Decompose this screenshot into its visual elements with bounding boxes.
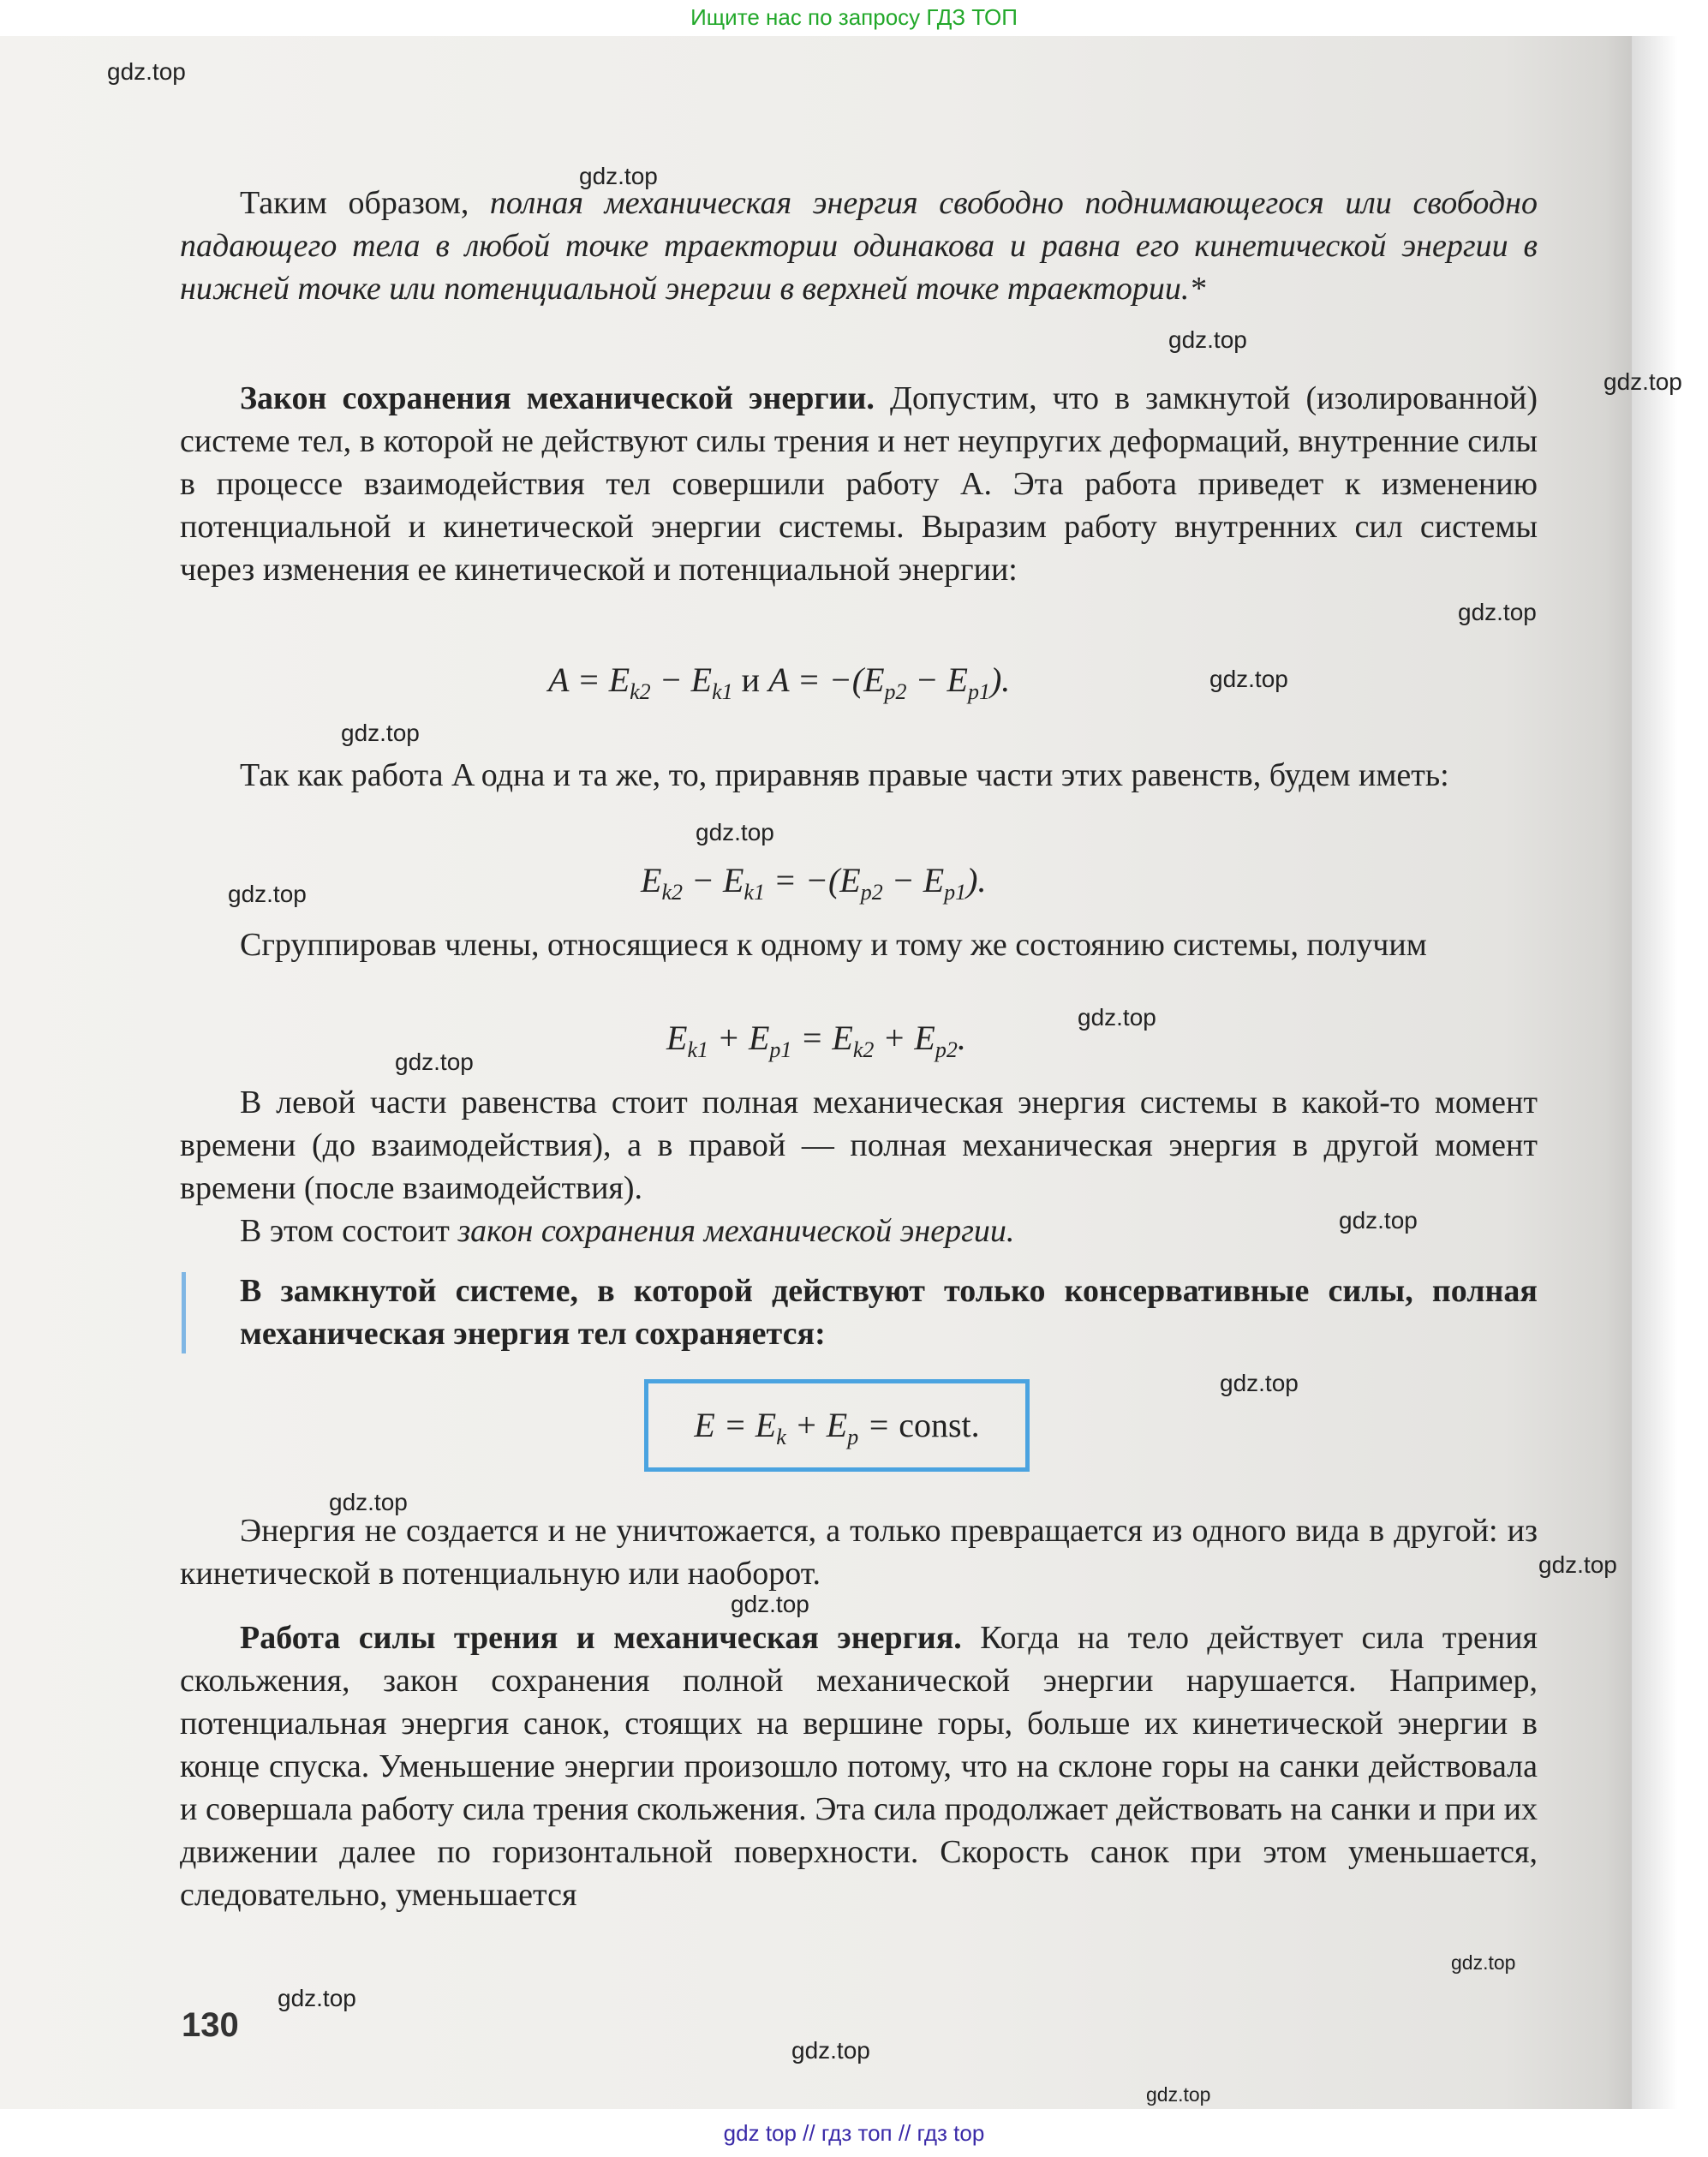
watermark: gdz.top xyxy=(329,1489,408,1515)
watermark: gdz.top xyxy=(1603,368,1682,395)
watermark: gdz.top xyxy=(228,881,307,907)
footer-links[interactable]: gdz top // гдз топ // гдз top xyxy=(723,2120,985,2146)
paragraph-conservation-law xyxy=(180,377,1538,591)
conservation-text: Допустим, что в замкнутой (изолированной) системе тел, в которой не действуют силы трения и нет неупругих деформаций, внутренние силы в процессе взаимодействия тел совершили работу A. Эта работа приведет к изменению потенциальной и кинетической энергии системы. Выразим работу внутренних сил системы через изменения ее кинетической и потенциальной энергии: xyxy=(180,380,1538,588)
section-heading-conservation: Закон сохранения механической энергии. xyxy=(240,380,875,416)
equate-text: Так как работа A одна и та же, то, приравняв правые части этих равенств, будем иметь: xyxy=(240,757,1449,793)
friction-text: Когда на тело действует сила трения скольжения, закон сохранения полной механической энергии нарушается. Например, потенциальная энергия санок, стоящих на вершине горы, больше их кинетической энергии в конце спуска. Уменьшение энергии произошло потому, что на склоне горы на санки действовала и совершала работу сила трения скольжения. Эта сила продолжает действовать на санки и при их движении далее по горизонтальной поверхности. Скорость санок при этом уменьшается, следовательно, уменьшается xyxy=(180,1620,1538,1913)
group-text: Сгруппировав члены, относящиеся к одному и тому же состоянию системы, получим xyxy=(240,927,1427,963)
paragraph-energy xyxy=(180,1509,1538,1595)
watermark: gdz.top xyxy=(278,1985,356,2011)
paragraph-explanation xyxy=(180,1081,1538,1252)
summary-lead: Таким образом, xyxy=(240,185,490,221)
page-number: 130 xyxy=(182,2006,239,2044)
search-hint-link[interactable]: Ищите нас по запросу ГДЗ ТОП xyxy=(690,4,1018,30)
watermark: gdz.top xyxy=(731,1591,809,1617)
watermark: gdz.top xyxy=(1458,599,1537,625)
explanation-text: В левой части равенства стоит полная механическая энергия системы в какой-то момент времени (до взаимодействия), а в правой — полная механическая энергия в другой момент времени (после взаимодействия). xyxy=(180,1084,1538,1206)
watermark: gdz.top xyxy=(1451,1951,1516,1974)
law-italic: закон сохранения механической энергии. xyxy=(457,1213,1015,1249)
formula-grouped: $E_{k1} + E_{p1} = E_{k2} + E_{p2}$. xyxy=(666,1019,966,1062)
energy-text: Энергия не создается и не уничтожается, а только превращается из одного вида в другой: из кинетической в потенциальную или наоборот. xyxy=(180,1513,1538,1592)
law-lead: В этом состоит xyxy=(240,1213,458,1249)
watermark: gdz.top xyxy=(1538,1551,1617,1578)
watermark: gdz.top xyxy=(579,163,658,189)
rule-marker xyxy=(182,1272,186,1353)
formula-equated: $E_{k2} - E_{k1} = -(E_{p2} - E_{p1})$. xyxy=(641,861,987,905)
watermark: gdz.top xyxy=(1078,1004,1156,1031)
watermark: gdz.top xyxy=(395,1049,474,1075)
watermark: gdz.top xyxy=(1168,326,1247,353)
watermark: gdz.top xyxy=(107,58,186,85)
rule-statement: В замкнутой системе, в которой действуют только консервативные силы, полная механическая энергия тел сохраняется: xyxy=(240,1273,1538,1352)
formula-work: $A = E_{k2} - E_{k1}$ и $A = -(E_{p2} - E_{p1})$. xyxy=(548,660,1011,704)
paragraph-group xyxy=(180,923,1538,966)
paper-edge xyxy=(1632,36,1708,2109)
paragraph-equate xyxy=(180,754,1538,797)
watermark: gdz.top xyxy=(1220,1370,1299,1396)
watermark: gdz.top xyxy=(791,2037,870,2064)
watermark: gdz.top xyxy=(341,720,420,746)
watermark: gdz.top xyxy=(1209,666,1288,692)
watermark: gdz.top xyxy=(1146,2083,1211,2106)
watermark: gdz.top xyxy=(1339,1207,1418,1234)
section-heading-friction: Работа силы трения и механическая энергия. xyxy=(240,1620,962,1656)
watermark: gdz.top xyxy=(696,819,774,845)
paragraph-summary xyxy=(180,182,1538,310)
paragraph-friction xyxy=(180,1616,1538,1916)
summary-italic: полная механическая энергия свободно поднимающегося или свободно падающего тела в любой точке траектории одинакова и равна его кинетической энергии в нижней точке или потенциальной энергии в верхней точке траектории.* xyxy=(180,185,1538,307)
boxed-formula: $E = E_k + E_p$ = const. xyxy=(644,1379,1030,1472)
